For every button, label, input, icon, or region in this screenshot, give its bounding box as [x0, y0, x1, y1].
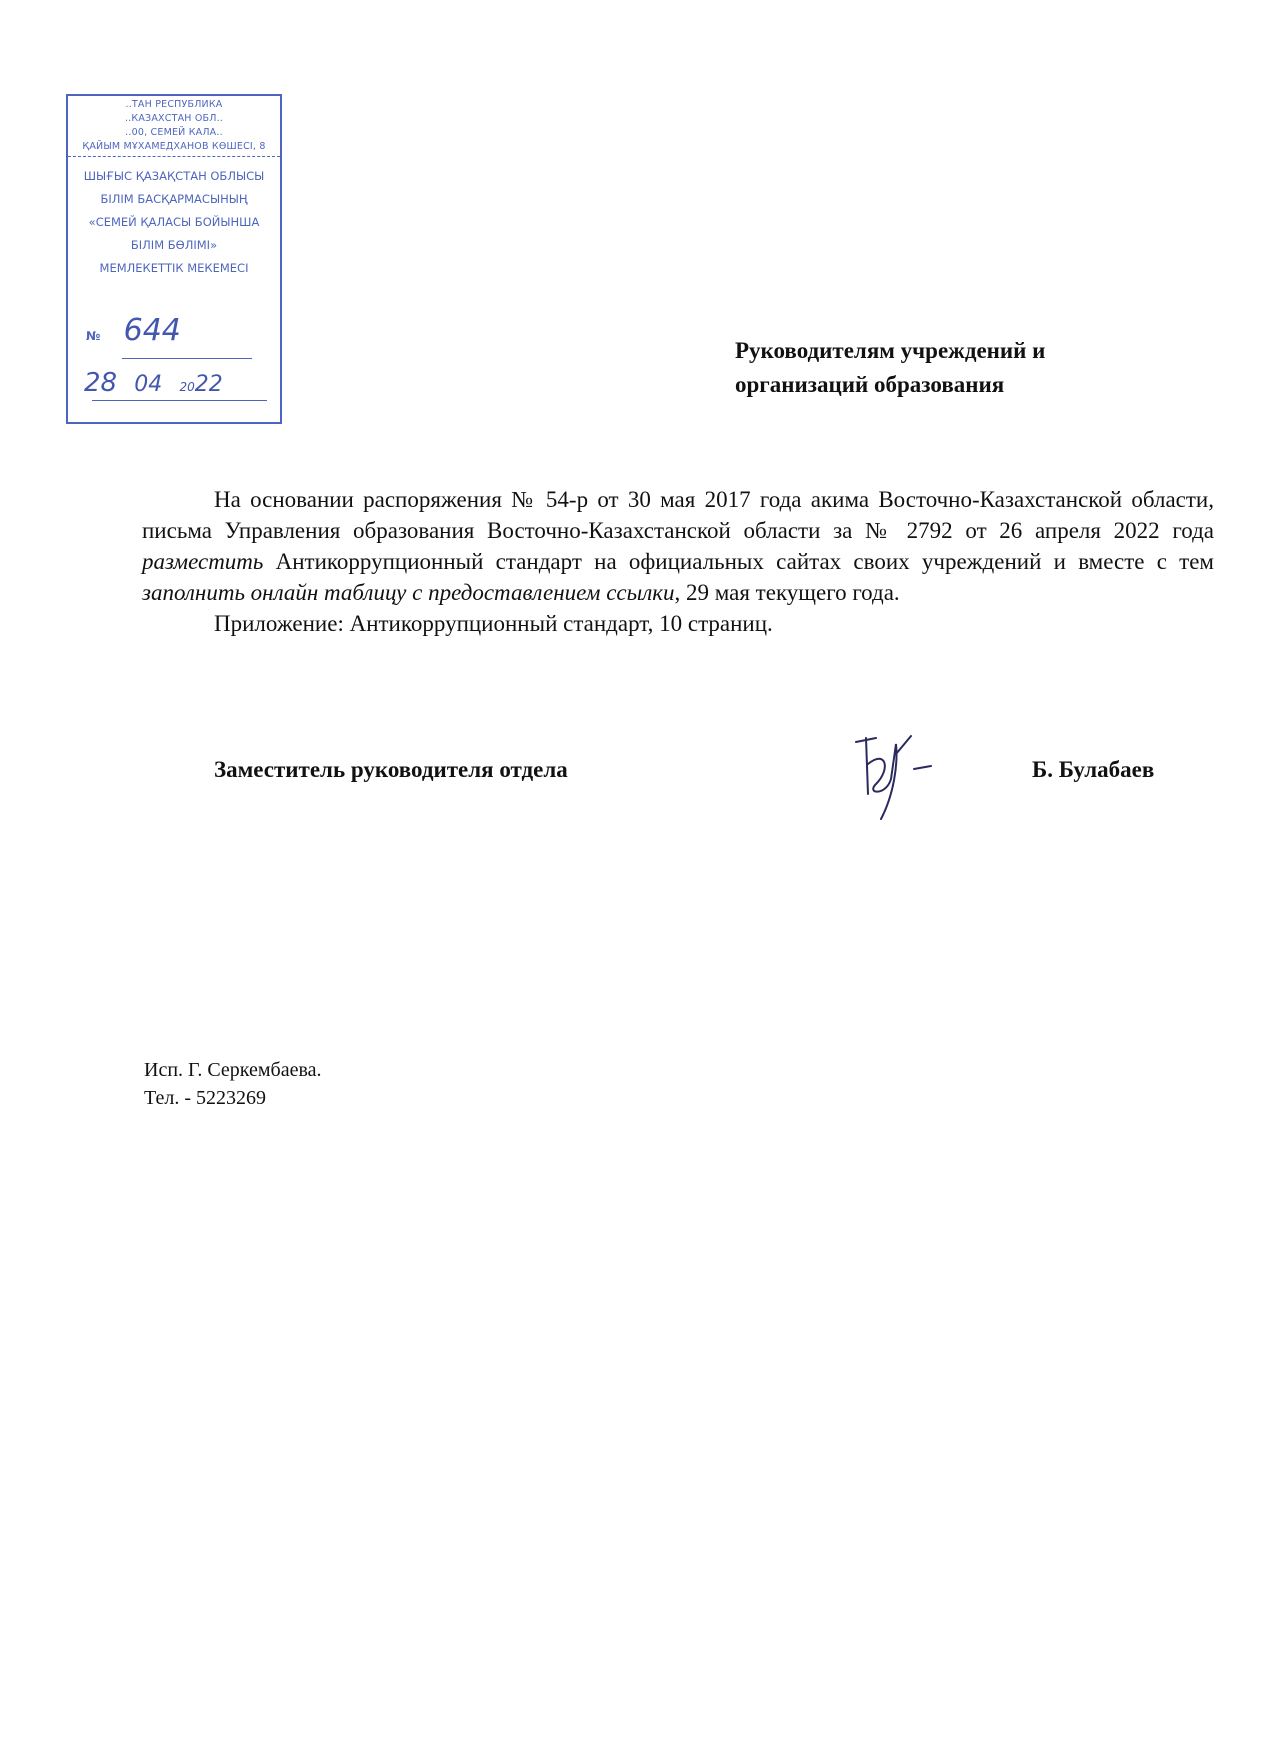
- stamp-number-label: №: [86, 329, 101, 343]
- stamp-number-underline: [122, 358, 252, 359]
- stamp-date-day: 28: [84, 368, 118, 398]
- stamp-date: [84, 368, 274, 398]
- signatory-name: Б. Булабаев: [1032, 757, 1155, 782]
- stamp-org-line: «СЕМЕЙ ҚАЛАСЫ БОЙЫНША: [88, 215, 260, 229]
- executor-phone: Тел. - 5223269: [144, 1087, 266, 1109]
- stamp-number-value: 644: [123, 313, 181, 348]
- body-text-segment: Антикоррупционный стандарт на официальных сайтах своих учреждений и вместе с тем: [263, 549, 1214, 574]
- stamp-date-underline: [92, 400, 267, 401]
- stamp-org-line: ШЫҒЫС ҚАЗАҚСТАН ОБЛЫСЫ: [83, 169, 265, 183]
- handwritten-signature: [836, 724, 936, 824]
- body-emphasis: разместить: [142, 549, 264, 574]
- stamp-address-line: ҚАЙЫМ МҰХАМЕДХАНОВ КӨШЕСІ, 8: [82, 141, 266, 152]
- stamp-address-line: ..КАЗАХСТАН ОБЛ..: [124, 113, 224, 124]
- stamp-date-year-suffix: 22: [194, 372, 223, 397]
- stamp-address-line: ..ТАН РЕСПУБЛИКА: [125, 99, 223, 110]
- letter-body: [142, 484, 1214, 639]
- stamp-org-line: МЕМЛЕКЕТТІК МЕКЕМЕСІ: [99, 261, 249, 275]
- body-text-segment: На основании распоряжения № 54-р от 30 мая 2017 года акима Восточно-Казахстанской области, письма Управления образования Восточно-Казахстанской области за № 2792 от 26 апреля 2022 года: [142, 487, 1214, 543]
- registration-stamp: [66, 94, 282, 424]
- addressee-line: организаций образования: [735, 372, 1005, 397]
- executor-name: Исп. Г. Серкембаева.: [144, 1059, 322, 1081]
- addressee-line: Руководителям учреждений и: [735, 338, 1046, 363]
- attachment-paragraph: Приложение: Антикоррупционный стандарт, 10 страниц.: [214, 611, 773, 636]
- stamp-date-month: 04: [134, 372, 163, 397]
- executor-block: [144, 1056, 322, 1112]
- stamp-address-line: ..00, СЕМЕЙ КАЛА..: [125, 127, 223, 138]
- signatory-title: Заместитель руководителя отдела: [214, 757, 568, 782]
- body-paragraph: [142, 484, 1214, 608]
- body-emphasis: заполнить онлайн таблицу с предоставлением ссылки: [142, 580, 675, 605]
- stamp-org-line: БІЛІМ БӨЛІМІ»: [130, 238, 218, 252]
- stamp-date-year-prefix: 20: [179, 380, 195, 394]
- stamp-address-block: [68, 96, 280, 157]
- stamp-organization-block: [68, 157, 280, 280]
- stamp-number: [86, 313, 266, 348]
- body-text-segment: , 29 мая текущего года.: [674, 580, 900, 605]
- addressee-block: [735, 334, 1195, 402]
- stamp-org-line: БІЛІМ БАСҚАРМАСЫНЫҢ: [100, 192, 248, 206]
